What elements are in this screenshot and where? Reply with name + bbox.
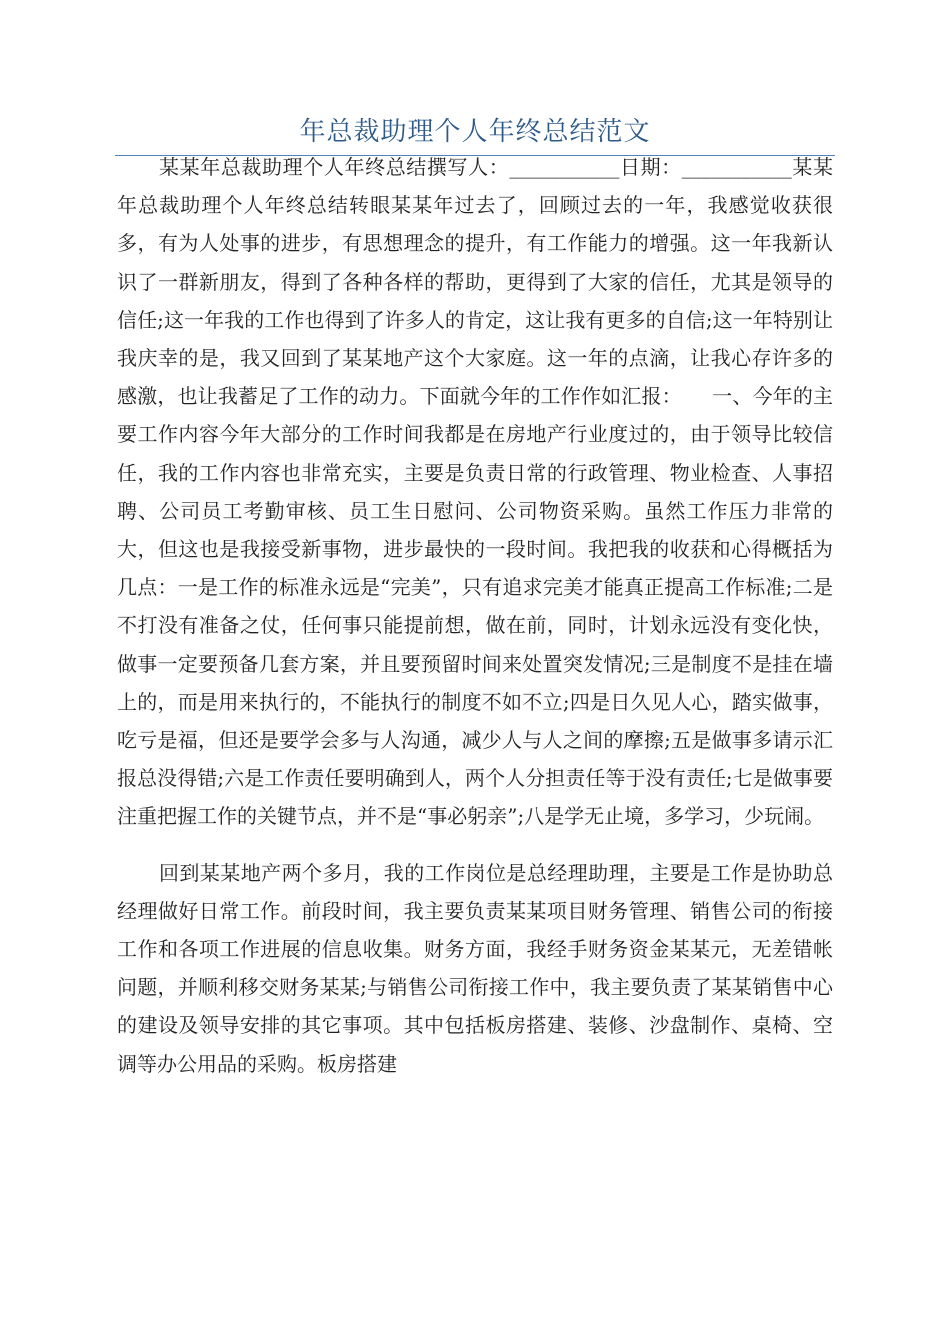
paragraph-2: 回到某某地产两个多月，我的工作岗位是总经理助理，主要是工作是协助总经理做好日常工作。前段时间，我主要负责某某项目财务管理、销售公司的衔接工作和各项工作进展的信息收集。财务方面，我经手财务资金某某元，无差错帐问题，并顺利移交财务某某;与销售公司衔接工作中，我主要负责了某某销售中心的建设及领导安排的其它事项。其中包括板房搭建、装修、沙盘制作、桌椅、空调等办公用品的采购。板房搭建 [117, 860, 833, 1076]
paragraph-1: 某某年总裁助理个人年终总结撰写人：___________日期：___________某某年总裁助理个人年终总结转眼某某年过去了，回顾过去的一年，我感觉收获很多，有为人处事的进步，有思想理念的提升，有工作能力的增强。这一年我新认识了一群新朋友，得到了各种各样的帮助，更得到了大家的信任，尤其是领导的信任;这一年我的工作也得到了许多人的肯定，这让我有更多的自信;这一年特别让我庆幸的是，我又回到了某某地产这个大家庭。这一年的点滴，让我心存许多的感激，也让我蓄足了工作的动力。下面就今年的工作作如汇报： 一、今年的主要工作内容今年大部分的工作时间我都是在房地产行业度过的，由于领导比较信任，我的工作内容也非常充实，主要是负责日常的行政管理、物业检查、人事招聘、公司员工考勤审核、员工生日慰问、公司物资采购。虽然工作压力非常的大，但这也是我接受新事物，进步最快的一段时间。我把我的收获和心得概括为几点：一是工作的标准永远是“完美”，只有追求完美才能真正提高工作标准;二是不打没有准备之仗，任何事只能提前想，做在前，同时，计划永远没有变化快，做事一定要预备几套方案，并且要预留时间来处置突发情况;三是制度不是挂在墙上的，而是用来执行的，不能执行的制度不如不立;四是日久见人心，踏实做事，吃亏是福，但还是要学会多与人沟通，减少人与人之间的摩擦;五是做事多请示汇报总没得错;六是工作责任要明确到人，两个人分担责任等于没有责任;七是做事要注重把握工作的关键节点，并不是“事必躬亲”;八是学无止境，多学习，少玩闹。 [117, 155, 833, 829]
document-body [117, 148, 833, 1083]
page-title: 年总裁助理个人年终总结范文 [299, 117, 651, 147]
